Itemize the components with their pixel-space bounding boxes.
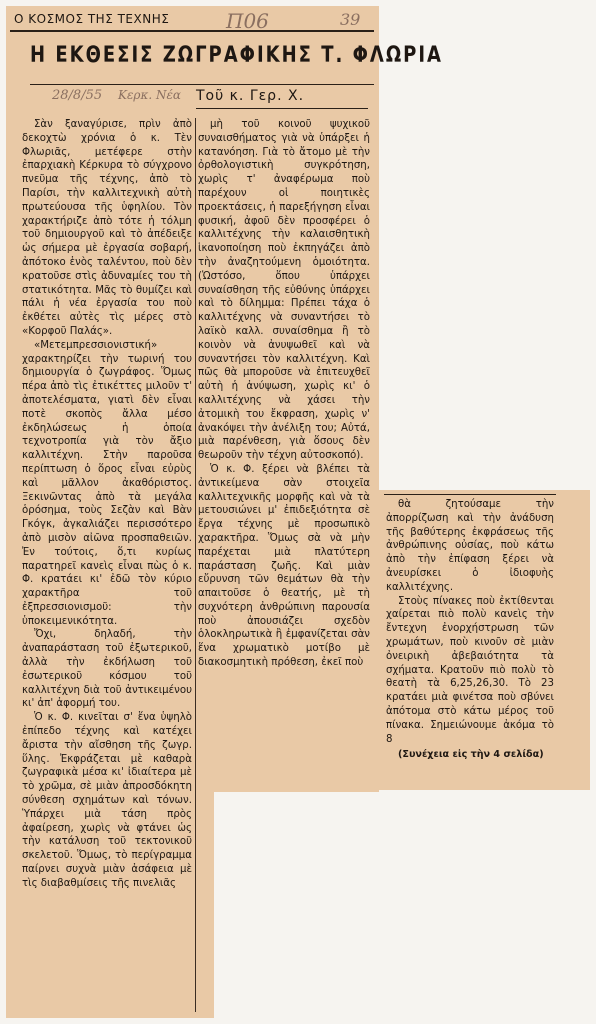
headline-underline [30,84,374,85]
paragraph: Ὁ κ. Φ. ξέρει νὰ βλέπει τὰ ἀντικείμενα σὰν στοιχεῖα καλλιτεχνικῆς μορφῆς καὶ νὰ τὰ μετουσιώνει μ' ἐπιδεξιότητα σὲ ἔργα τέχνης μὲ προσωπικὸ χαρακτῆρα. Ὅμως σὰ νὰ μὴν παρέχεται μιὰ πλατύτερη παράσταση ζωῆς. Καὶ μιὰν εὔρυνση τῶν θεμάτων θὰ τὴν απαιτοῦσε ὁ θεατής, μὲ τὴ συχνότερη ἀνθρώπινη παρουσία ποὺ ἀπουσιάζει σχεδὸν ὁλοκληρωτικὰ ἢ ἐμφανίζεται σὰν ἕνα χρωματικὸ μοτίβο μὲ διακοσμητικὴ πρόθεση, ἐκεῖ ποὺ [198,463,370,669]
header-rule [10,30,374,32]
paragraph: Στοὺς πίνακες ποὺ ἐκτίθενται χαίρεται πιὸ πολὺ κανεὶς τὴν ἔντεχνη ἐνορχήστρωση τῶν χρωμάτων, ποὺ κινοῦν σὲ μιὰν ὀνειρικὴ ἀβεβαιότητα τὰ σχήματα. Κρατοῦν πιὸ πολὺ τὸ θεατὴ τὰ 6,25,26,30. Τὸ 23 κρατάει μιὰ φινέτσα ποὺ σβύνει ἀπότομα στὸ κάτω μέρος τοῦ πίνακα. Σημειώνουμε ἀκόμα τὸ 8 [386,595,554,745]
section-label: Ο ΚΟΣΜΟΣ ΤΗΣ ΤΕΧΝΗΣ [14,12,170,26]
article-byline: Τοῦ κ. Γερ. Χ. [196,88,305,104]
article-headline: Η ΕΚΘΕΣΙΣ ΖΩΓΡΑΦΙΚΗΣ Τ. ΦΛΩΡΙΑ [30,42,443,69]
byline-underline [196,108,368,109]
column-3-top-rule [384,494,556,495]
paragraph: «Μετεμπρεσσιονιστική» χαρακτηρίζει τὴν τωρινή του δημιουργία ὁ ζωγράφος. Ὅμως πέρα ἀπὸ τὶς ἐτικέττες μιλοῦν τ' ἀποτελέσματα, γιατὶ δὲν εἶναι ποτὲ σκοπὸς ἄλλα μέσο ἐκδηλώσεως ἡ ὁποία τεχνοτροπία γιὰ τὸν ἄξιο καλλιτέχνη. Στὴν παροῦσα περίπτωση ὁ ὅρος εἶναι εὐρὺς καὶ μᾶλλον ἀκαθόριστος. Ξεκινῶντας ἀπὸ τὰ μεγάλα ὁρόσημα, τοὺς Σεζὰν καὶ Βὰν Γκόγκ, ἀγκαλιάζει περισσότερο ἀπὸ μισὸν αἰῶνα προσπαθειῶν. Ἐν τούτοις, ὅ,τι κυρίως παρατηρεῖ κανεὶς εἶναι πὼς ὁ κ. Φ. κρατάει κι' ἐδῶ τὸν κύριο χαρακτῆρα τοῦ ἐξπρεσσιονισμοῦ: τὴν ὑποκειμενικότητα. [22,339,192,627]
handwritten-page-number: 39 [340,10,361,29]
continued-note: (Συνέχεια εἰς τὴν 4 σελίδα) [398,749,544,761]
paragraph: Σὰν ξαναγύρισε, πρὶν ἀπὸ δεκοχτὼ χρόνια ὁ κ. Τὲν Φλωριᾶς, μετέφερε στὴν ἐπαρχιακὴ Κέρκυρα τὸ σύγχρονο πνεῦμα τῆς τέχνης, ἀπὸ τὸ Παρίσι, τὴν καλλιτεχνικὴ αὐτὴ πρωτεύουσα τῆς ὑφηλίου. Τὸν χαρακτήριζε ἀπὸ τότε ἡ τόλμη τοῦ δημιουργοῦ καὶ τὸ ἀπέδειξε ὡς σήμερα μὲ ἐργασία σοβαρή, ἀπότοκο ἑνὸς ταλέντου, ποὺ δὲν κρατοῦσε στὶς ἀδυναμίες του τὴ στατικότητα. Μᾶς τὸ θυμίζει καὶ πάλι ἡ νέα ἐργασία του ποὺ ἐκθέτει αὐτὲς τὶς μέρες στὸ «Κορφοῦ Παλάς». [22,119,192,337]
paragraph: μὴ τοῦ κοινοῦ ψυχικοῦ συναισθήματος γιὰ νὰ ὑπάρξει ἡ κατανόηση. Γιὰ τὸ ἄτομο μὲ τὴν ὀρθολογιστικὴ συγκρότηση, χωρὶς τ' ἀναφέρωμα ποὺ παρέχουν οἱ ποιητικὲς προεκτάσεις, ἡ παρεξήγηση εἶναι φυσική, ἀφοῦ δὲν προσφέρει ὁ καλλιτέχνης τὴν καλαισθητικὴ ἱκανοποίηση ποὺ ἐκπηγάζει ἀπὸ τὴν ἀναζητούμενη ὁμοιότητα. (Ὡστόσο, ὅπου ὑπάρχει συναίσθηση τῆς εὐθύνης ὑπάρχει καὶ τὸ δίλημμα: Πρέπει τάχα ὁ καλλιτέχνης νὰ συναντήσει τὸ λαϊκὸ καλλ. συναίσθημα ἢ τὸ κοινὸν νὰ ἀνυψωθεῖ καὶ νὰ συναντήσει τὸν καλλιτέχνη. Καὶ πῶς θὰ μποροῦσε νὰ ἐπιτευχθεῖ αὐτὴ ἡ ἀνύψωση, χωρὶς κι' ὁ καλλιτέχνης νὰ χάσει τὴν ἀτομικὴ του ἔκφραση, χωρὶς ν' ἀνακόψει τὴν ἀνέλιξη του; Αὐτά, μιὰ παρένθεση, γιὰ ὅσους δὲν θεωροῦν τὴν τέχνη αὐτοσκοπό). [198,119,370,462]
text-column-3 [386,498,554,788]
paragraph: θὰ ζητούσαμε τὴν ἀπορρίζωση καὶ τὴν ἀνάδυση τῆς βαθύτερης ἐκφράσεως τῆς ἀνθρώπινης οὐσίας, ποὺ κάτω ἀπὸ τὴν ἐπίφαση ξέρει νὰ ἀνευρίσκει ὁ ἰδιοφυὴς καλλιτέχνης. [386,499,554,593]
handwritten-archive-code: Π06 [226,9,269,33]
paragraph: Ὄχι, δηλαδή, τὴν ἀναπαράσταση τοῦ ἐξωτερικοῦ, ἀλλὰ τὴν ἐκδήλωση τοῦ ἐσωτερικοῦ κόσμου τοῦ καλλιτέχνη διὰ τοῦ ἀντικειμένου κι' ἀπ' ἀφορμή του. [22,629,192,710]
handwritten-date: 28/8/55 [52,88,103,103]
handwritten-publication: Κερκ. Νέα [118,88,181,102]
paragraph: Ὁ κ. Φ. κινεῖται σ' ἕνα ὑψηλὸ ἐπίπεδο τέχνης καὶ κατέχει ἄριστα τὴν αἴσθηση τῆς ζωγρ. ὕλης. Ἐκφράζεται μὲ καθαρὰ ζωγραφικὰ μέσα κι' ἰδιαίτερα μὲ τὸ χρῶμα, σὲ μιὰν ἀπροσδόκητη σύνθεση σχημάτων καὶ τόνων. Ὑπάρχει μιὰ τάση πρὸς ἀφαίρεση, χωρὶς νὰ φτάνει ὡς τὴν κατάλυση τοῦ τεκτονικοῦ σκελετοῦ. Ὅμως, τὸ περίγραμμα παίρνει συχνὰ μιὰν ἀσάφεια μὲ τὶς διαβαθμίσεις τῆς πινελιᾶς [22,712,192,889]
column-divider [195,118,196,1012]
section-header [14,8,224,26]
text-column-1 [22,118,192,1012]
text-column-2 [198,118,370,790]
clipping-cutout [214,792,379,1018]
